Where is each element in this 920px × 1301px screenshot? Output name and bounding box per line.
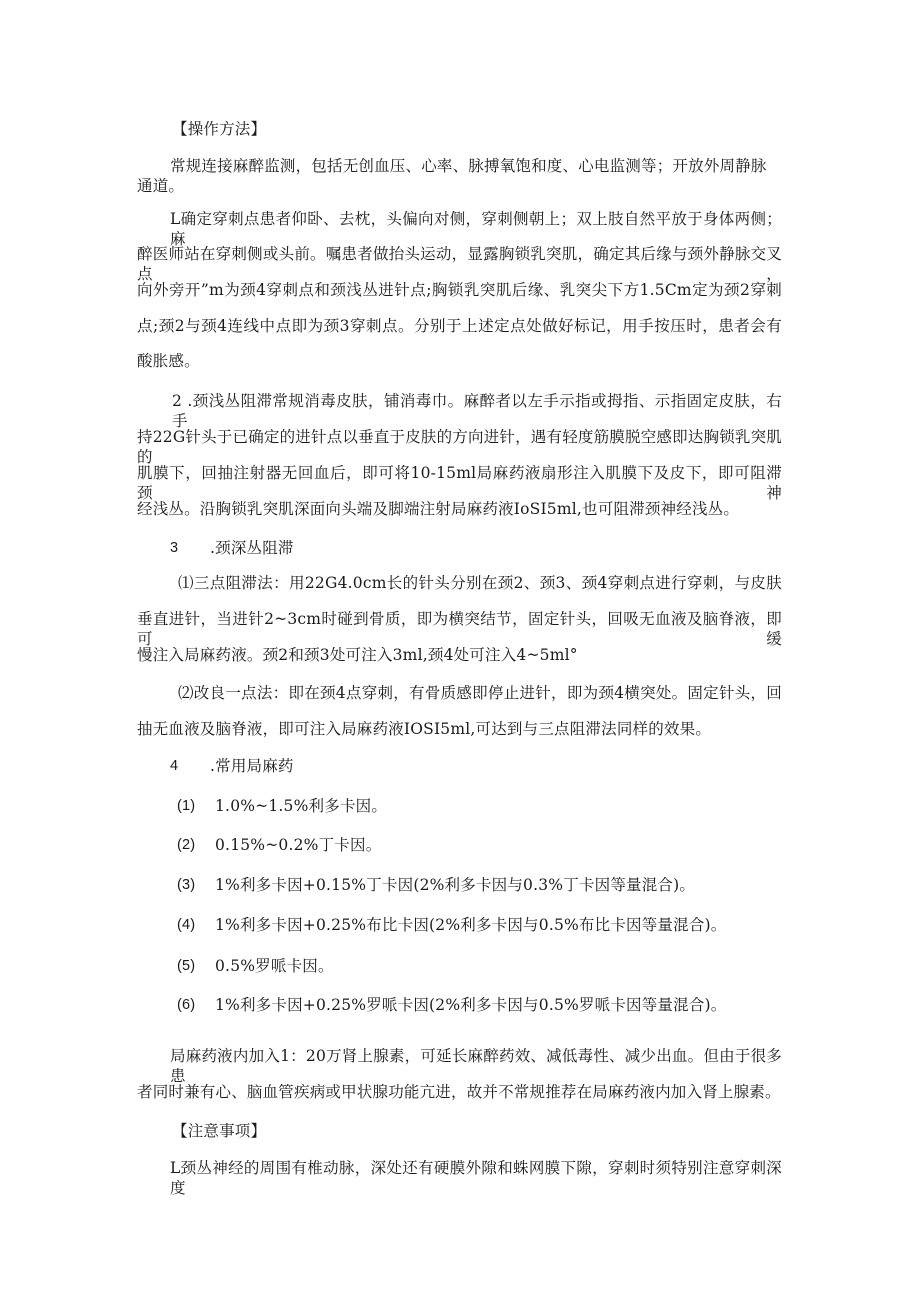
section-title-deep-plexus: .颈深丛阻滞 (210, 539, 294, 557)
drug-item-number: (3) (177, 877, 196, 893)
drug-item-number: (5) (177, 958, 196, 974)
drug-item-number: (4) (177, 917, 196, 933)
paragraph-5-line-1: ⑵改良一点法：即在颈4点穿刺，有骨质感即停止进针，即为颈4横突处。固定针头，回 (178, 684, 782, 702)
paragraph-2-line-5: 酸胀感。 (137, 352, 200, 370)
section-heading-method: 【操作方法】 (172, 120, 267, 138)
drug-item-number: (6) (177, 997, 196, 1013)
drug-item-text: 1%利多卡因+0.25%布比卡因(2%利多卡因与0.5%布比卡因等量混合)。 (215, 916, 727, 934)
section-title-drugs: .常用局麻药 (210, 757, 294, 775)
paragraph-2-line-1: L确定穿刺点患者仰卧、去枕，头偏向对侧，穿刺侧朝上；双上肢自然平放于身体两侧；麻 (170, 210, 782, 248)
drug-item-text: 1%利多卡因+0.25%罗哌卡因(2%利多卡因与0.5%罗哌卡因等量混合)。 (215, 996, 727, 1014)
section-heading-notes: 【注意事项】 (172, 1122, 267, 1140)
drug-item-number: (1) (177, 798, 196, 814)
paragraph-4-line-2: 垂直进针，当进针2~3cm时碰到骨质，即为横突结节，固定针头，回吸无血液及脑脊液，即可缓 (137, 610, 782, 648)
drug-item-text: 1.0%~1.5%利多卡因。 (215, 797, 388, 815)
drug-item-text: 0.15%~0.2%丁卡因。 (215, 836, 382, 854)
paragraph-4-line-1: ⑴三点阻滞法：用22G4.0cm长的针头分别在颈2、颈3、颈4穿刺点进行穿刺，与皮肤 (178, 574, 782, 592)
paragraph-3-line-3: 肌膜下，回抽注射器无回血后，即可将10-15ml局麻药液扇形注入肌膜下及皮下，即可阻滞颈神 (137, 464, 782, 502)
paragraph-1-line-2: 通道。 (137, 177, 185, 195)
paragraph-2-line-4: 点;颈2与颈4连线中点即为颈3穿刺点。分别于上述定点处做好标记，用手按压时，患者会有 (137, 317, 782, 335)
section-number-deep-plexus: 3 (170, 540, 179, 556)
paragraph-3-line-1: 2 .颈浅丛阻滞常规消毒皮肤，铺消毒巾。麻醉者以左手示指或拇指、示指固定皮肤，右手 (172, 392, 782, 430)
paragraph-6-line-1: 局麻药液内加入1：20万肾上腺素，可延长麻醉药效、减低毒性、减少出血。但由于很多患 (170, 1047, 782, 1085)
drug-item-number: (2) (177, 837, 196, 853)
drug-item-text: 1%利多卡因+0.15%丁卡因(2%利多卡因与0.3%丁卡因等量混合)。 (215, 876, 696, 894)
paragraph-2-line-2: 醉医师站在穿刺侧或头前。嘱患者做抬头运动，显露胸锁乳突肌，确定其后缘与颈外静脉交叉点， (137, 245, 782, 283)
paragraph-7-line-1: L颈丛神经的周围有椎动脉，深处还有硬膜外隙和蛛网膜下隙，穿刺时须特别注意穿刺深度 (170, 1159, 782, 1197)
drug-item-text: 0.5%罗哌卡因。 (215, 957, 334, 975)
paragraph-1-line-1: 常规连接麻醉监测，包括无创血压、心率、脉搏氧饱和度、心电监测等；开放外周静脉 (170, 157, 767, 175)
paragraph-5-line-2: 抽无血液及脑脊液，即可注入局麻药液IOSI5ml,可达到与三点阻滞法同样的效果。 (137, 720, 712, 738)
paragraph-3-line-2: 持22G针头于已确定的进针点以垂直于皮肤的方向进针，遇有轻度筋膜脱空感即达胸锁乳突肌的 (137, 428, 783, 466)
section-number-drugs: 4 (170, 758, 179, 774)
paragraph-6-line-2: 者同时兼有心、脑血管疾病或甲状腺功能亢进，故并不常规推荐在局麻药液内加入肾上腺素。 (137, 1083, 781, 1101)
paragraph-2-line-3: 向外旁开”m为颈4穿刺点和颈浅丛进针点;胸锁乳突肌后缘、乳突尖下方1.5Cm定为颈2穿刺 (137, 281, 782, 299)
paragraph-4-line-3: 慢注入局麻药液。颈2和颈3处可注入3ml,颈4处可注入4~5ml° (137, 646, 578, 664)
paragraph-3-line-4: 经浅丛。沿胸锁乳突肌深面向头端及脚端注射局麻药液IoSI5ml,也可阻滞颈神经浅丛。 (137, 500, 740, 518)
